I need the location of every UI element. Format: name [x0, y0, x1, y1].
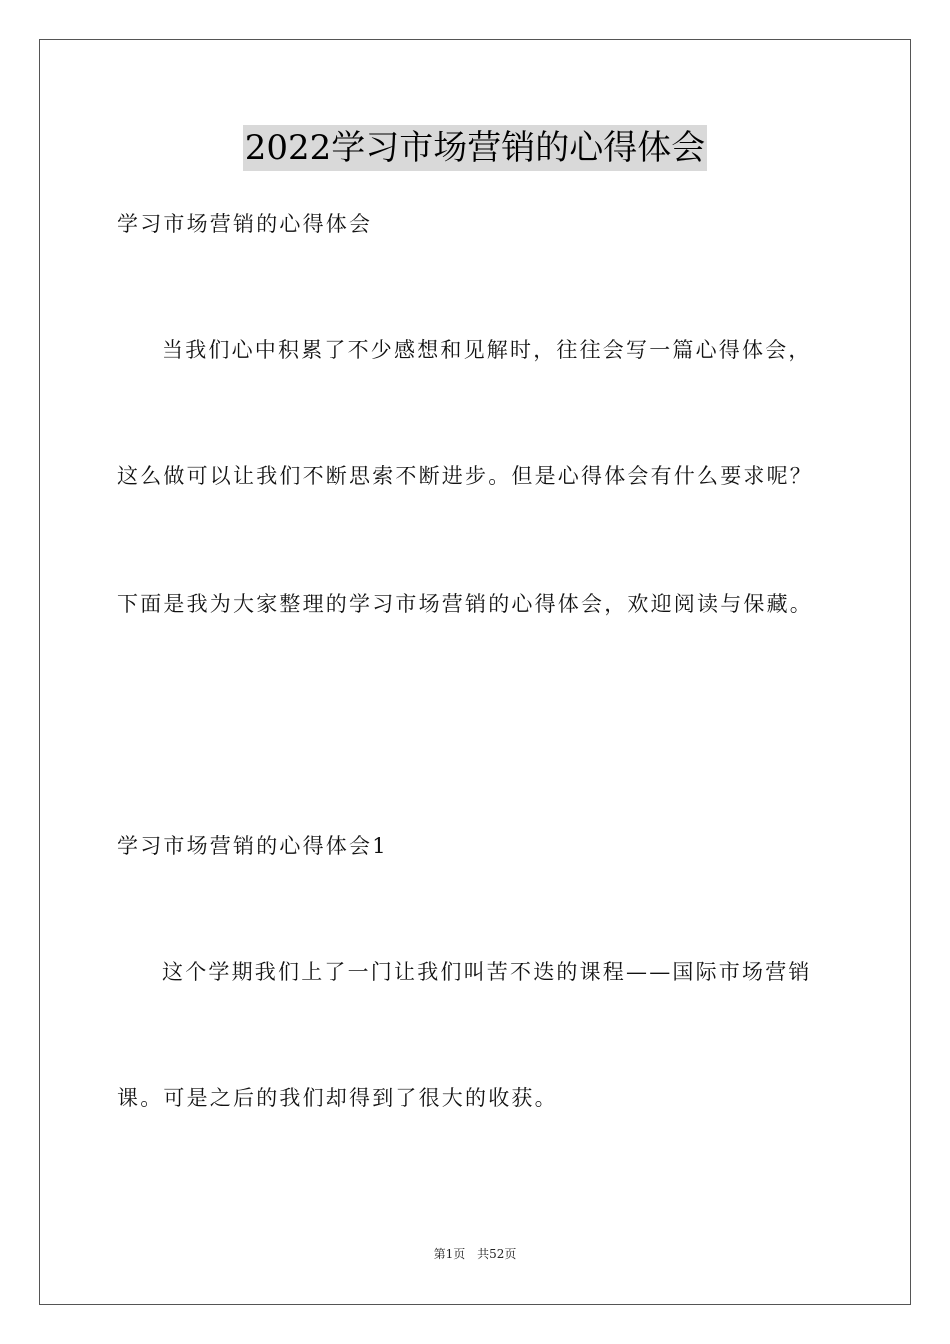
document-title: 2022学习市场营销的心得体会	[243, 125, 708, 171]
title-container	[0, 125, 950, 171]
page-number: 第1页	[433, 1247, 466, 1261]
paragraph-line: 这么做可以让我们不断思索不断进步。但是心得体会有什么要求呢？	[117, 464, 813, 488]
page-total: 共52页	[477, 1247, 517, 1261]
page-footer	[0, 1246, 950, 1262]
paragraph-line: 下面是我为大家整理的学习市场营销的心得体会，欢迎阅读与保藏。	[117, 592, 813, 616]
document-subtitle: 学习市场营销的心得体会	[117, 212, 373, 236]
paragraph-line: 课。可是之后的我们却得到了很大的收获。	[117, 1086, 558, 1110]
paragraph-line: 这个学期我们上了一门让我们叫苦不迭的课程——国际市场营销	[162, 960, 812, 984]
section-heading: 学习市场营销的心得体会1	[117, 834, 388, 858]
paragraph-line: 当我们心中积累了不少感想和见解时，往往会写一篇心得体会，	[162, 338, 812, 362]
